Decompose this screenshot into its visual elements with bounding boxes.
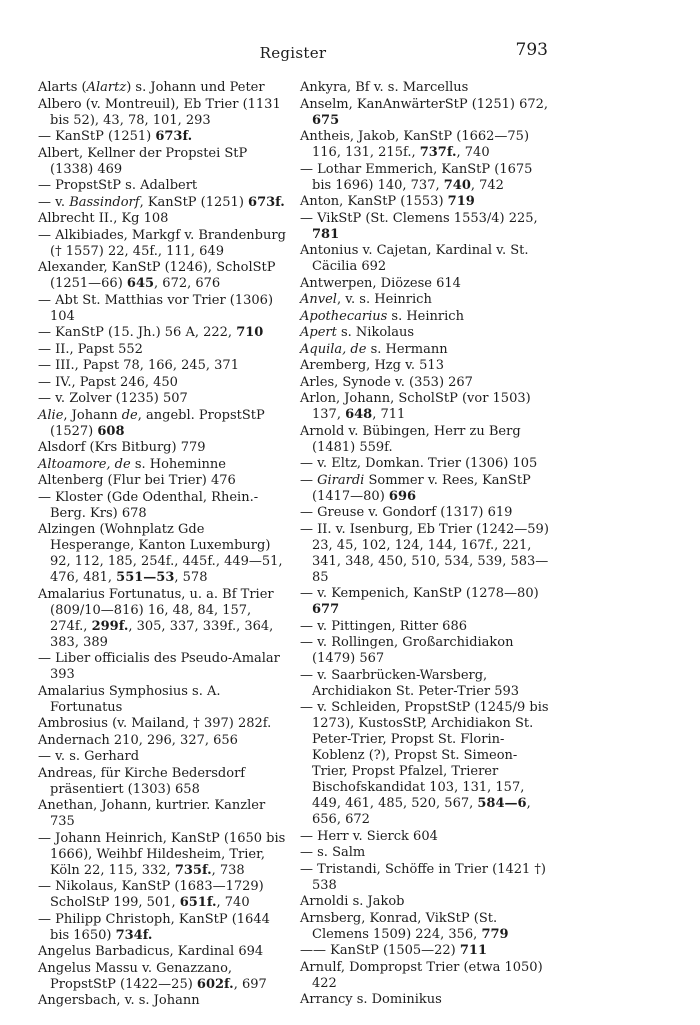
entry-text: — Liber officialis des Pseudo-Amalar 393 xyxy=(38,651,280,682)
index-entry xyxy=(300,391,550,423)
entry-text: — v. Kempenich, KanStP (1278—80) xyxy=(300,586,539,601)
index-entry xyxy=(38,993,288,1009)
entry-text: — Johann Heinrich, KanStP (1650 bis 1666), Weihbf Hildesheim, Trier, Köln 22, 115, 332, xyxy=(38,830,286,878)
entry-text: Arnulf, Dompropst Trier (etwa 1050) 422 xyxy=(300,959,543,991)
entry-italic: Alartz xyxy=(86,80,127,95)
index-entry xyxy=(38,178,288,194)
entry-bold-ref: 673f. xyxy=(155,129,193,144)
entry-text: — Tristandi, Schöffe in Trier (1421 †) 538 xyxy=(300,861,546,893)
index-entry xyxy=(300,473,550,505)
entry-text: , 305, 337, 339f., 364, 383, 389 xyxy=(50,618,274,650)
index-entry xyxy=(300,700,550,828)
entry-text: , 740 xyxy=(216,895,250,910)
index-entry xyxy=(300,829,550,845)
entry-bold-ref: 737f. xyxy=(419,145,457,160)
index-column-left xyxy=(38,80,288,1010)
index-entry xyxy=(38,228,288,260)
index-entry xyxy=(300,309,550,325)
entry-text: — II. v. Isenburg, Eb Trier (1242—59) 23, 45, 102, 124, 144, 167f., 221, 341, 348, 450, 510, 534, 539, 583—85 xyxy=(300,521,549,585)
entry-bold-ref: 710 xyxy=(236,325,264,340)
entry-text: Anton, KanStP (1553) xyxy=(300,194,448,209)
index-entry xyxy=(300,97,550,129)
entry-text: — xyxy=(300,472,318,488)
entry-text: Anselm, KanAnwärterStP (1251) 672, xyxy=(300,96,549,112)
entry-bold-ref: 740 xyxy=(443,177,471,193)
entry-text: Arnold v. Bübingen, Herr zu Berg (1481) 559f. xyxy=(300,423,521,455)
index-entry xyxy=(38,879,288,911)
index-entry xyxy=(38,733,288,749)
entry-text: Andernach 210, 296, 327, 656 xyxy=(38,732,238,748)
entry-text: — Abt St. Matthias vor Trier (1306) 104 xyxy=(38,292,274,324)
entry-text: — II., Papst 552 xyxy=(38,341,143,357)
entry-text: Arles, Synode v. (353) 267 xyxy=(300,374,473,390)
index-entry xyxy=(38,325,288,341)
index-entry xyxy=(38,195,288,211)
entry-text: — Herr v. Sierck 604 xyxy=(300,828,438,844)
entry-text: Alarts ( xyxy=(38,80,87,95)
index-entry xyxy=(38,129,288,145)
entry-text: — Nikolaus, KanStP (1683—1729) ScholStP 199, 501, xyxy=(38,879,264,910)
index-entry xyxy=(38,408,288,440)
entry-text: — Lothar Emmerich, KanStP (1675 bis 1696) 140, 737, xyxy=(300,161,533,193)
entry-text: , KanStP (1251) xyxy=(139,194,249,210)
index-entry xyxy=(38,80,288,96)
index-entry xyxy=(38,260,288,292)
entry-text: — v. Schleiden, PropstStP (1245/9 bis 1273), KustosStP, Archidiakon St. Peter-Trier, Propst St. Florin-Koblenz (?), Propst St. Simeon-Trier, Propst Pfalzel, Trierer Bischofskandidat 103, 131, 157, 449, 461, 485, 520, 567, xyxy=(300,700,549,811)
index-entry xyxy=(38,490,288,522)
entry-text: Anethan, Johann, kurtrier. Kanzler 735 xyxy=(38,798,266,829)
entry-text: Arnsberg, Konrad, VikStP (St. Clemens 1509) 224, 356, xyxy=(300,910,498,942)
entry-text: ) s. Johann und Peter xyxy=(126,80,265,95)
entry-text: — Philipp Christoph, KanStP (1644 bis 1650) xyxy=(38,911,270,943)
entry-text: — v. Saarbrücken-Warsberg, Archidiakon St. Peter-Trier 593 xyxy=(300,667,520,699)
entry-text: Sommer v. Rees, KanStP (1417—80) xyxy=(312,472,531,504)
entry-text: , v. s. Heinrich xyxy=(336,292,432,307)
index-entry xyxy=(300,80,550,96)
entry-bold-ref: 651f. xyxy=(179,895,217,910)
entry-text: — PropstStP s. Adalbert xyxy=(38,178,198,193)
index-entry xyxy=(38,587,288,651)
index-entry xyxy=(38,749,288,765)
index-entry xyxy=(38,944,288,960)
index-entry xyxy=(300,375,550,391)
entry-text: s. Hoheminne xyxy=(130,456,226,472)
index-entry xyxy=(300,894,550,910)
entry-bold-ref: 645 xyxy=(126,276,155,291)
entry-text: Arnoldi s. Jakob xyxy=(300,894,405,909)
page-header xyxy=(38,40,548,66)
index-entry xyxy=(300,619,550,635)
index-entry xyxy=(300,668,550,700)
entry-bold-ref: 779 xyxy=(481,926,509,942)
entry-italic: Apert xyxy=(300,325,337,340)
index-entry xyxy=(300,292,550,308)
entry-bold-ref: 602f. xyxy=(196,976,234,992)
entry-bold-ref: 551—53 xyxy=(116,570,175,585)
entry-text: Alzingen (Wohnplatz Gde Hesperange, Kanton Luxemburg) 92, 112, 185, 254f., 445f., 449—51, 476, 481, xyxy=(38,522,283,585)
entry-text: Amalarius Symphosius s. A. Fortunatus xyxy=(38,683,221,715)
entry-text: , 578 xyxy=(174,570,208,585)
entry-text: Arrancy s. Dominikus xyxy=(300,992,442,1007)
index-entry xyxy=(38,798,288,830)
index-entry xyxy=(300,960,550,992)
entry-text: — v. Rollingen, Großarchidiakon (1479) 567 xyxy=(300,635,514,666)
entry-bold-ref: 696 xyxy=(388,488,417,504)
entry-bold-ref: 299f. xyxy=(91,618,129,634)
entry-text: Antwerpen, Diözese 614 xyxy=(300,275,461,291)
index-entry xyxy=(300,862,550,894)
index-column-right xyxy=(300,80,550,1009)
index-entry xyxy=(300,992,550,1008)
index-entry xyxy=(38,961,288,993)
index-entry xyxy=(38,473,288,489)
entry-text: Aremberg, Hzg v. 513 xyxy=(300,358,444,373)
index-entry xyxy=(38,375,288,391)
entry-text: , Johann xyxy=(63,407,122,423)
entry-italic: de xyxy=(121,407,138,423)
index-entry xyxy=(38,293,288,325)
index-entry xyxy=(38,522,288,586)
entry-text: Altenberg (Flur bei Trier) 476 xyxy=(38,473,236,488)
entry-text: — v. xyxy=(38,194,70,210)
index-entry xyxy=(300,194,550,210)
entry-bold-ref: 648 xyxy=(345,407,373,422)
index-entry xyxy=(300,424,550,456)
page-number: 793 xyxy=(515,40,548,60)
index-entry xyxy=(300,342,550,358)
index-entry xyxy=(300,276,550,292)
index-entry xyxy=(38,97,288,129)
entry-text: Albert, Kellner der Propstei StP (1338) 469 xyxy=(38,145,248,177)
entry-text: s. Nikolaus xyxy=(336,325,415,340)
entry-text: — VikStP (St. Clemens 1553/4) 225, xyxy=(300,210,538,226)
entry-text: Albrecht II., Kg 108 xyxy=(38,211,169,226)
index-entry xyxy=(38,342,288,358)
index-entry xyxy=(38,912,288,944)
index-entry xyxy=(300,129,550,161)
entry-text: s. Heinrich xyxy=(387,308,464,324)
entry-text: Albero (v. Montreuil), Eb Trier (1131 bis 52), 43, 78, 101, 293 xyxy=(38,96,281,128)
entry-text: — v. s. Gerhard xyxy=(38,749,140,764)
entry-text: , 742 xyxy=(470,177,504,193)
index-entry xyxy=(38,211,288,227)
index-entry xyxy=(38,440,288,456)
entry-italic: Girardi xyxy=(317,472,365,488)
entry-text: , angebl. PropstStP (1527) xyxy=(50,407,265,439)
entry-bold-ref: 608 xyxy=(97,423,125,439)
entry-text: Alsdorf (Krs Bitburg) 779 xyxy=(38,440,206,455)
entry-italic: Aquila, de xyxy=(300,341,367,357)
entry-italic: Altoamore, de xyxy=(38,456,131,472)
index-entry xyxy=(300,162,550,194)
entry-text: — Kloster (Gde Odenthal, Rhein.-Berg. Krs) 678 xyxy=(38,489,259,521)
entry-bold-ref: 735f. xyxy=(174,862,212,878)
entry-italic: Apothecarius xyxy=(300,308,388,324)
index-entry xyxy=(300,505,550,521)
entry-text: Andreas, für Kirche Bedersdorf präsentiert (1303) 658 xyxy=(38,765,246,797)
entry-text: —— KanStP (1505—22) xyxy=(300,943,460,958)
entry-italic: Bassindorf xyxy=(69,194,140,210)
entry-text: , 672, 676 xyxy=(154,276,221,291)
entry-text: , 740 xyxy=(456,145,490,160)
index-entry xyxy=(300,456,550,472)
entry-text: s. Hermann xyxy=(366,341,448,357)
index-entry xyxy=(300,911,550,943)
index-entry xyxy=(38,457,288,473)
index-entry xyxy=(38,684,288,716)
entry-bold-ref: 673f. xyxy=(248,194,285,210)
entry-text: Alexander, KanStP (1246), ScholStP (1251—66) xyxy=(38,260,276,291)
index-entry xyxy=(300,522,550,586)
index-entry xyxy=(300,845,550,861)
entry-bold-ref: 584—6 xyxy=(477,796,527,811)
index-entry xyxy=(38,391,288,407)
entry-text: — KanStP (1251) xyxy=(38,129,156,144)
entry-bold-ref: 711 xyxy=(459,943,488,958)
entry-bold-ref: 781 xyxy=(312,226,340,242)
entry-text: Angersbach, v. s. Johann xyxy=(38,993,200,1008)
entry-text: Angelus Massu v. Genazzano, PropstStP (1422—25) xyxy=(38,960,233,992)
entry-text: , 711 xyxy=(372,407,406,422)
entry-text: Ankyra, Bf v. s. Marcellus xyxy=(300,80,469,95)
entry-bold-ref: 734f. xyxy=(115,927,153,943)
entry-text: , 656, 672 xyxy=(312,796,531,827)
entry-bold-ref: 719 xyxy=(447,194,475,209)
entry-text: — s. Salm xyxy=(300,845,366,860)
entry-text: — III., Papst 78, 166, 245, 371 xyxy=(38,358,239,373)
entry-bold-ref: 677 xyxy=(312,602,340,617)
running-title: Register xyxy=(259,44,327,62)
entry-text: — Alkibiades, Markgf v. Brandenburg († 1557) 22, 45f., 111, 649 xyxy=(38,227,286,259)
index-entry xyxy=(38,651,288,683)
entry-text: , 738 xyxy=(211,862,245,878)
entry-text: Angelus Barbadicus, Kardinal 694 xyxy=(38,944,264,959)
index-entry xyxy=(300,358,550,374)
entry-text: Antonius v. Cajetan, Kardinal v. St. Cäcilia 692 xyxy=(300,243,529,274)
entry-text: — v. Pittingen, Ritter 686 xyxy=(300,618,467,634)
index-entry xyxy=(38,766,288,798)
index-entry xyxy=(300,586,550,618)
entry-text: — Greuse v. Gondorf (1317) 619 xyxy=(300,505,513,520)
entry-italic: Alie xyxy=(38,407,64,423)
index-entry xyxy=(300,325,550,341)
index-entry xyxy=(300,635,550,667)
entry-text: Ambrosius (v. Mailand, † 397) 282f. xyxy=(38,716,272,731)
entry-text: Antheis, Jakob, KanStP (1662—75) 116, 131, 215f., xyxy=(300,129,530,160)
entry-text: , 697 xyxy=(233,976,267,992)
index-entry xyxy=(38,358,288,374)
index-entry xyxy=(38,146,288,178)
index-entry xyxy=(38,831,288,879)
index-entry xyxy=(300,243,550,275)
entry-text: — v. Zolver (1235) 507 xyxy=(38,391,188,406)
index-entry xyxy=(300,943,550,959)
entry-text: Amalarius Fortunatus, u. a. Bf Trier (809/10—816) 16, 48, 84, 157, 274f., xyxy=(38,586,274,634)
entry-bold-ref: 675 xyxy=(312,112,340,128)
index-entry xyxy=(38,716,288,732)
entry-text: — v. Eltz, Domkan. Trier (1306) 105 xyxy=(300,456,538,471)
entry-text: — KanStP (15. Jh.) 56 A, 222, xyxy=(38,325,237,340)
index-entry xyxy=(300,211,550,243)
entry-italic: Anvel xyxy=(300,292,337,307)
entry-text: — IV., Papst 246, 450 xyxy=(38,374,178,390)
entry-text: Arlon, Johann, ScholStP (vor 1503) 137, xyxy=(300,391,531,422)
